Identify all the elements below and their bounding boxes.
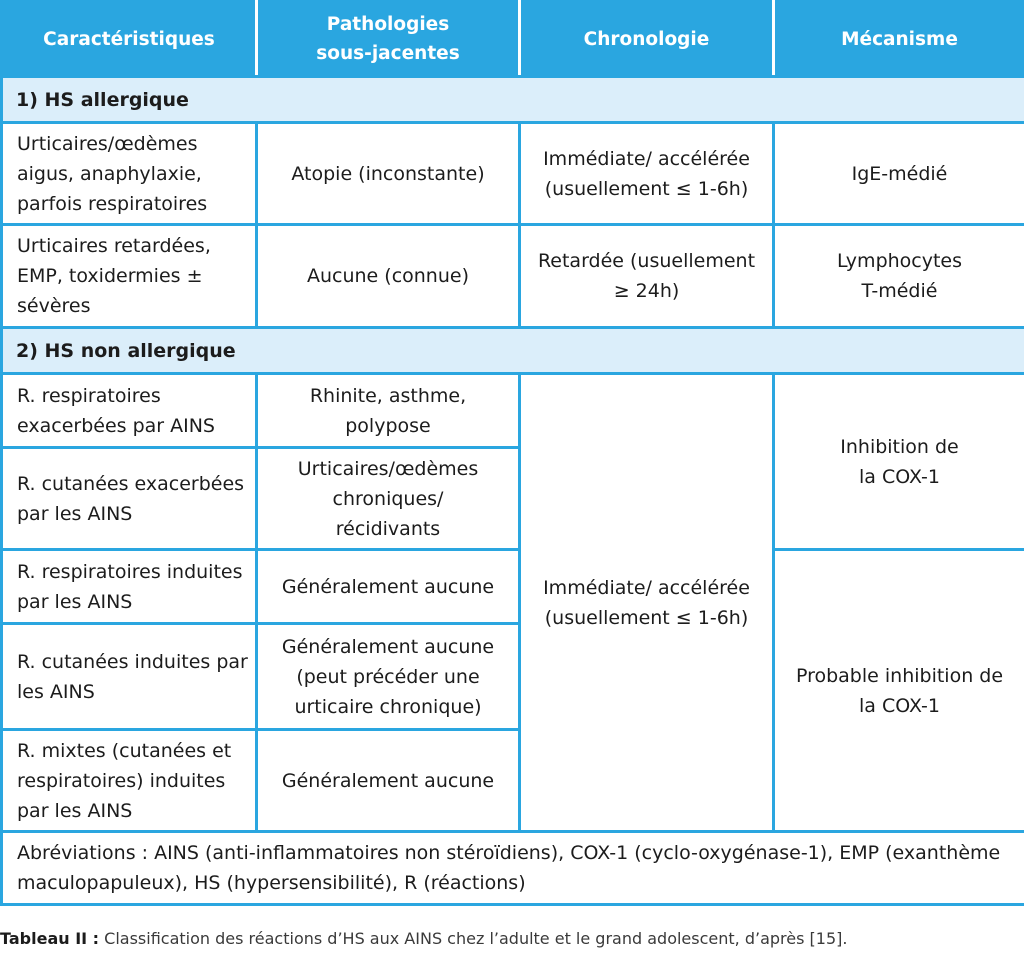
abbreviations-text: Abréviations : AINS (anti-inflammatoires non stéroïdiens), COX-1 (cyclo-oxygénase-1), EMP (exanthème maculopapuleux), HS (hypersensibilité), R (réactions) xyxy=(2,832,1024,905)
cell-mechanism-probable: Probable inhibition de la COX-1 xyxy=(774,550,1024,832)
section-title-nonallergic: 2) HS non allergique xyxy=(2,328,1024,374)
section-row xyxy=(2,77,1024,123)
cell-pathologies: Atopie (inconstante) xyxy=(257,123,520,225)
cell-pathologies: Rhinite, asthme, polypose xyxy=(257,374,520,448)
header-chronology: Chronologie xyxy=(520,2,774,77)
cell-chronology: Retardée (usuellement ≥ 24h) xyxy=(520,225,774,328)
cell-mechanism: Lymphocytes T-médié xyxy=(774,225,1024,328)
abbreviations-row xyxy=(2,832,1024,905)
header-row xyxy=(2,2,1024,77)
section-title-allergic: 1) HS allergique xyxy=(2,77,1024,123)
cell-pathologies: Généralement aucune xyxy=(257,730,520,832)
table-caption xyxy=(0,927,1024,951)
cell-characteristics: R. cutanées induites par les AINS xyxy=(2,624,257,730)
cell-chronology: Immédiate/ accélérée (usuellement ≤ 1-6h) xyxy=(520,123,774,225)
caption-label: Tableau II : xyxy=(0,929,100,948)
cell-pathologies: Urticaires/œdèmes chroniques/ récidivants xyxy=(257,448,520,550)
header-characteristics: Caractéristiques xyxy=(2,2,257,77)
section-row xyxy=(2,328,1024,374)
cell-characteristics: Urticaires retardées, EMP, toxidermies ± sévères xyxy=(2,225,257,328)
table-row xyxy=(2,225,1024,328)
header-pathologies: Pathologies sous-jacentes xyxy=(257,2,520,77)
caption-text: Classification des réactions d’HS aux AINS chez l’adulte et le grand adolescent, d’après [15]. xyxy=(104,929,848,948)
cell-characteristics: R. cutanées exacerbées par les AINS xyxy=(2,448,257,550)
header-mechanism: Mécanisme xyxy=(774,2,1024,77)
cell-mechanism-inhibition: Inhibition de la COX-1 xyxy=(774,374,1024,550)
table-row xyxy=(2,550,1024,624)
table-row xyxy=(2,123,1024,225)
cell-characteristics: Urticaires/œdèmes aigus, anaphylaxie, parfois respiratoires xyxy=(2,123,257,225)
cell-pathologies: Généralement aucune (peut précéder une urticaire chronique) xyxy=(257,624,520,730)
table-row xyxy=(2,374,1024,448)
cell-chronology-merged: Immédiate/ accélérée (usuellement ≤ 1-6h) xyxy=(520,374,774,832)
cell-mechanism: IgE-médié xyxy=(774,123,1024,225)
cell-characteristics: R. respiratoires exacerbées par AINS xyxy=(2,374,257,448)
cell-characteristics: R. mixtes (cutanées et respiratoires) induites par les AINS xyxy=(2,730,257,832)
cell-characteristics: R. respiratoires induites par les AINS xyxy=(2,550,257,624)
cell-pathologies: Généralement aucune xyxy=(257,550,520,624)
cell-pathologies: Aucune (connue) xyxy=(257,225,520,328)
